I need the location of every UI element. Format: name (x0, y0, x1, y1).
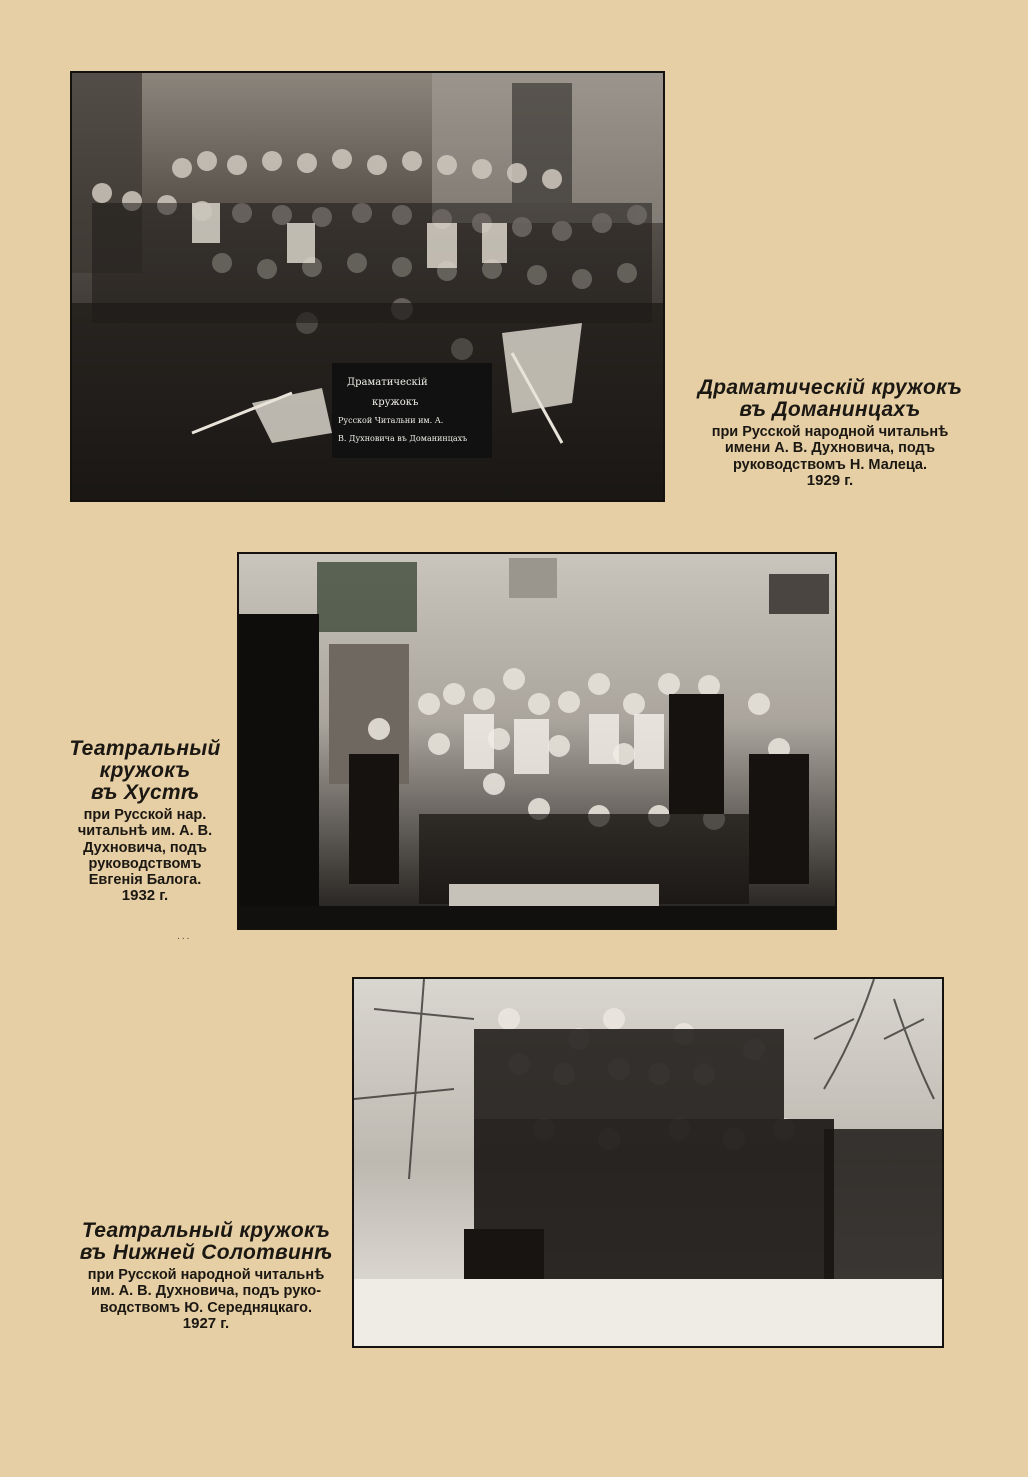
caption-body-line-1: при Русской нар. (83, 807, 207, 824)
caption-title-line-3: въ Хустѣ (91, 781, 199, 805)
caption-title-line-1: Драматическій кружокъ (697, 376, 963, 399)
caption-body-line-1: при Русской народной читальнѣ (87, 1267, 325, 1284)
photo-domanintsy-image (72, 73, 663, 500)
photo-nizhnya-solotvina-image (354, 979, 942, 1346)
photo-khust-image (239, 554, 835, 928)
caption-body-line-3: Духновича, подъ (83, 839, 207, 856)
caption-year: 1927 г. (182, 1314, 230, 1332)
caption-body-line-2: имени А. В. Духновича, подъ (724, 440, 936, 457)
caption-title-line-2: кружокъ (99, 759, 191, 783)
caption-body-line-3: водствомъ Ю. Середняцкаго. (99, 1299, 313, 1316)
photo-khust-theatre-circle (237, 552, 837, 930)
caption-khust (55, 738, 235, 904)
photo-domanintsy-drama-circle (70, 71, 665, 502)
caption-title-line-2: въ Доманинцахъ (739, 398, 921, 422)
caption-domanintsy (690, 377, 970, 489)
sign-line-4: В. Духновича въ Доманинцахъ (338, 434, 468, 443)
caption-title-line-1: Театральный кружокъ (81, 1219, 331, 1242)
caption-body-line-5: Евгенія Балога. (88, 872, 202, 889)
caption-body-line-1: при Русской народной читальнѣ (711, 424, 949, 441)
sign-line-2: кружокъ (372, 397, 419, 408)
print-speck: ۰۰۰ (176, 934, 191, 944)
caption-body-line-2: им. А. В. Духновича, подъ руко- (90, 1283, 322, 1300)
caption-year: 1929 г. (806, 471, 854, 489)
photo-nizhnya-solotvina-theatre-circle (352, 977, 944, 1348)
caption-year: 1932 г. (121, 887, 169, 905)
caption-body-line-2: читальнѣ им. А. В. (77, 823, 213, 840)
caption-nizhnya-solotvina (66, 1220, 346, 1332)
caption-body-line-3: руководствомъ Н. Малеца. (732, 456, 928, 473)
caption-title-line-2: въ Нижней Солотвинѣ (79, 1241, 333, 1265)
sign-line-3: Русской Читальни им. А. (338, 416, 444, 425)
caption-title-line-1: Театральный (69, 737, 221, 760)
sign-line-1: Драматическій (347, 377, 428, 388)
caption-body-line-4: руководствомъ (88, 855, 202, 872)
